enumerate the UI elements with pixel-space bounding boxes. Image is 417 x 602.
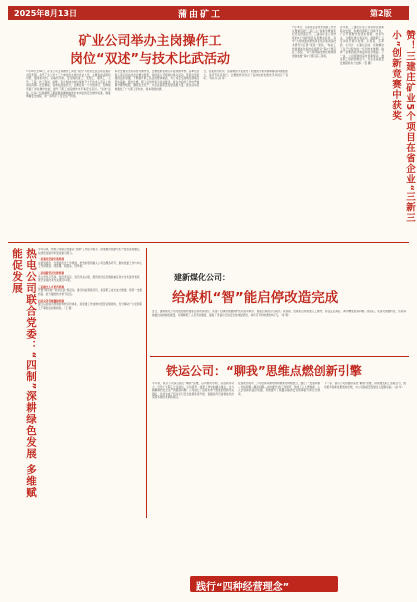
section-4-text: 建立以业绩为导向的考核评价体系，将党建工作成效与经营业绩挂钩，充分调动广大党员职工干事创业的积极性。（王 强）	[38, 303, 142, 310]
side-banner-headline: 赞！三建庄矿业5个项目在省企业“三新三小”创新竞赛中获奖	[390, 30, 415, 224]
article-top-body	[26, 70, 288, 238]
article-top-right-body	[292, 26, 384, 226]
left-banner-headline: 热电公司联合党委：“四制”深耕绿色发展 多维赋能促发展	[11, 248, 37, 499]
bottom-banner-text: 践行“四种经营理念”	[196, 582, 290, 593]
paper-name: 蒲由矿工	[178, 10, 223, 20]
section-1-subtitle: 一是强化党建引领机制	[38, 258, 64, 262]
article-top-title-line2: 岗位“双述”与技术比武活动	[69, 52, 231, 67]
issue-date: 2025年8月13日	[14, 9, 77, 18]
article-bottom-body	[152, 382, 406, 572]
article-mid-right-title: 给煤机“智”能启停改造完成	[172, 290, 339, 306]
article-mid-right-kicker: 建新煤化公司：	[174, 273, 230, 282]
section-2-subtitle: 二是创新党员先锋机制	[38, 271, 64, 275]
section-2-text: 设立党员示范岗、党员责任区、党员攻关小组，组织党员在急难险重任务中当先锋作表率，累计完成技术攻关项目12项。	[38, 275, 142, 283]
article-mid-right-body: 近日，建新煤化公司完成给煤机智能启停改造项目，实现了给煤机根据锅炉负荷自动调节、智能启停的运行模式。改造前，给煤机启停依靠人工操作，存在反应滞后、调节精度低等问题。改造后，系统可根据料位、负荷等参数自动控制给煤量，有效降低了人员劳动强度，提高了设备运行的安全性和经济性，每年可节约电费约8万元。（李 明）	[152, 310, 406, 317]
article-bottom-col-1: 今年来，铁运公司深入践行“聊我”思维，以问题为导向，以创新为动力，引导广大职工立足岗位、主动思考，找准工作中的痛点难点，全力破解制约安全生产的瓶颈问题。公司成立了由技术骨干组成的创新攻关团队，先后完成了机车运行安全监测系统升级、铁路信号设备智能化改造等多项技术革新项目。	[152, 382, 234, 400]
article-top-right-col-1: 7月16日，山东省企业技术创新工作会议暨第四届“三新三小”创新竞赛颁奖仪式在济南召开。三建庄矿业公司申报的5个创新项目在竞赛中获奖，其中“大型地面水源热泵系统节能改造技术研究与应用”荣获一等奖，“综采工作面智能化集控系统研究”等2个项目获二等奖，“井下胶带输送机托辊快速更换装置”等2个项目获三等奖。	[292, 26, 336, 58]
article-top-title-line1: 矿业公司举办主岗操作工	[78, 34, 222, 49]
page-number: 第2版	[370, 9, 392, 18]
section-3-subtitle: 三是健全人才培育机制	[38, 285, 64, 289]
article-bottom-title: 铁运公司：“聊我”思维点燃创新引擎	[166, 364, 362, 378]
section-4-subtitle: 四是完善考核激励机制	[38, 299, 64, 303]
article-top-col-2: 本次比赛突出实用性与操作性，比赛结果将纳入年度绩效考核。各单位负责人表示将以此次比赛为契机，持续深入开展岗位练兵活动，营造比学赶超的良好氛围，不断提升职工队伍的整体素质，为公司安全高效发展奠定坚实基础。通过比赛，职工们纷纷表示受益匪浅，将在今后的工作中严格遵守操作规程，确保安全生产，为企业高质量发展贡献力量。此次活动有效激发了广大职工学技术、练本领的热情。	[114, 70, 200, 91]
article-top-col-3: 当，在案例分析中，各参赛选手表现出了较强的分析问题和解决问题的能力，各环节有序进行。比赛最终评选出了各岗位的优胜选手并进行了表彰。（刘小兵 孙 李）	[203, 70, 288, 81]
article-mid-left	[38, 248, 142, 510]
article-top-right-col-2: 近年来，三建庄矿业公司坚持以创新驱动发展，积极搭建职工创新平台，广泛开展群众性技术创新、技术攻关、合理化建议等活动，鼓励职工立足岗位开展小发明、小创造、小革新、小设计、小建议活动，有效解决了生产过程中的一系列技术难题，取得了显著的经济效益和社会效益。下一步，公司将继续深化创新驱动，激发职工创新创效活力，为企业高质量发展提供有力支撑。（张 鹏）	[340, 26, 384, 65]
divider-mid-vertical	[146, 248, 147, 518]
article-bottom-col-2: 在创新过程中，公司坚持问题导向和效果导向相结合，建立了“发现问题—分析问题—解决问题—总结提升”的工作闭环，形成了人人想创新、人人会创新的良好氛围，有效提升了铁路运输的安全保障能力和运行效率。	[238, 382, 320, 396]
article-bottom-col-3: 下一步，铁运公司将继续深化“聊我”思维，持续激发职工创新活力，推动更多创新成果落地见效，为公司高质量发展注入强劲动能。（赵 华）	[324, 382, 406, 389]
article-top-col-1: 7月26日至30日，矿业公司主岗操作工岗位“双述”与技术比武活动在煤矿大院开展。共开了全公司十三个单位的主岗位作业人员，主要包括采煤机司机、掘进机司机、运输机司机、安全阀检查工、支架工、通风工、人员、工程、技工等岗，能够、有计划地为岗位提供不少于技术人员以上的实际问题。在比赛前，各单位准备充分，比赛在每一个分组进行，有效地巩固了岗位操作技能，提升了职工实际操作水平和安全意识。“双述”活动，让每一位参赛职工都能够准确地描述出本岗位的安全操作标准，熟练掌握安全规程，进一步筑牢了安全生产防线。	[26, 70, 111, 99]
divider-top	[8, 242, 409, 243]
article-mid-left-intro: 今年以来，热电公司联合党委以“四制”工作法为抓手，统筹推进党建与生产经营深度融合，在绿色发展中彰显党建引领力。	[38, 248, 142, 255]
section-3-text: 开展“师带徒”“技术比武”等活动，推行技能等级评价，拓宽职工成长成才通道，培养一支素质高、能力强的技术骨干队伍。	[38, 289, 142, 296]
section-1-text: 完善党委会、支部委员会工作规则，把党的领导融入公司治理各环节，推动党建工作与中心工作同谋划、同部署、同落实、同考核。	[38, 261, 142, 269]
divider-mid-right	[150, 356, 409, 357]
